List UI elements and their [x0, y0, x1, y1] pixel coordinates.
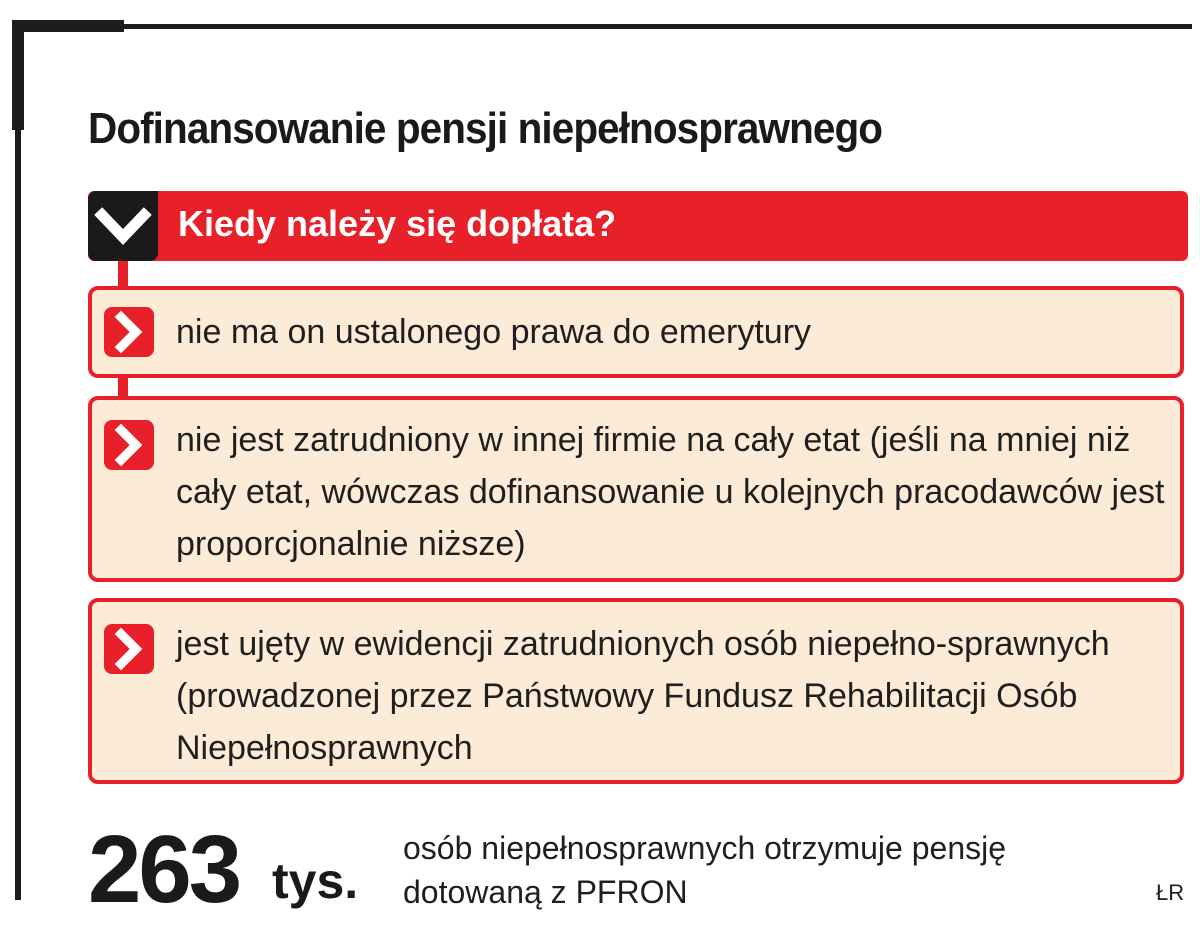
chevron-right-icon: [104, 624, 154, 674]
list-item: [88, 598, 1184, 784]
frame-left-line: [15, 120, 21, 900]
stat-number: 263: [88, 816, 240, 923]
frame-top-line: [120, 24, 1192, 29]
connector-line: [118, 376, 128, 396]
frame-top-thick: [12, 20, 124, 32]
section-label: Kiedy należy się dopłata?: [178, 203, 617, 244]
connector-line: [118, 261, 128, 289]
frame-left-thick: [12, 20, 24, 130]
list-item-text: jest ujęty w ewidencji zatrudnionych osób niepełno-sprawnych (prowadzonej przez Państwowy Fundusz Rehabilitacji Osób Niepełnosprawnych: [176, 625, 1110, 767]
stat-unit: tys.: [272, 853, 359, 909]
list-item-text: nie jest zatrudniony w innej firmie na cały etat (jeśli na mniej niż cały etat, wówczas dofinansowanie u kolejnych pracodawców jest proporcjonalnie niższe): [176, 421, 1165, 563]
author-credit: ŁR: [1156, 880, 1185, 905]
chevron-down-icon: [88, 191, 158, 261]
chevron-right-icon: [104, 420, 154, 470]
list-item: [88, 396, 1184, 582]
chevron-right-icon: [104, 307, 154, 357]
list-item: [88, 286, 1184, 378]
list-item-text: nie ma on ustalonego prawa do emerytury: [176, 313, 812, 351]
infographic-title: Dofinansowanie pensji niepełnosprawnego: [88, 104, 883, 153]
stat-description: osób niepełnosprawnych otrzymuje pensję dotowaną z PFRON: [403, 830, 1007, 910]
